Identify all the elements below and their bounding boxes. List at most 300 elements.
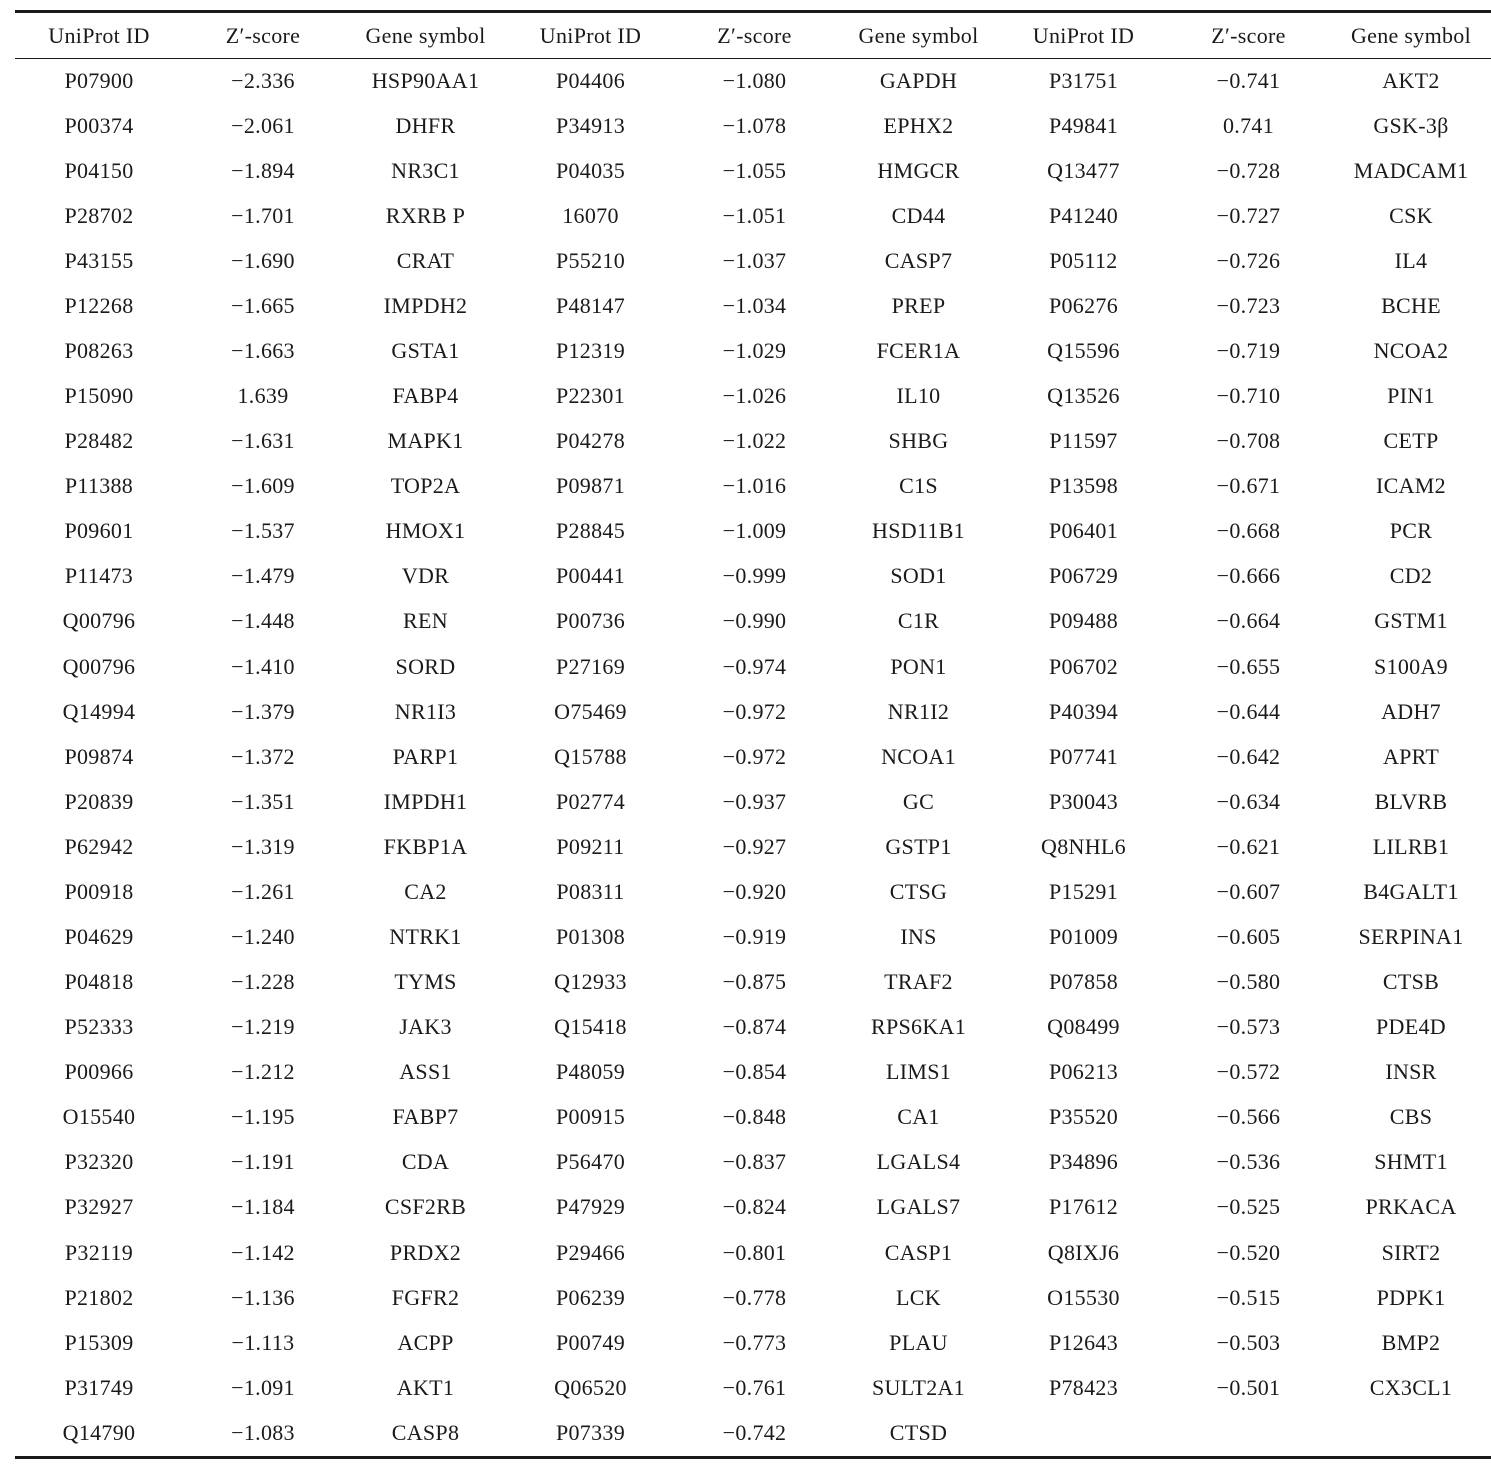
uniprot-id-cell: P06213 [1048,1059,1119,1085]
uniprot-id-cell: Q8IXJ6 [1047,1239,1120,1265]
z-score-cell: −0.520 [1216,1239,1281,1265]
z-score-cell: −1.212 [231,1059,295,1085]
z-score-cell: −0.536 [1216,1149,1281,1175]
gene-symbol-cell: GSTA1 [391,338,460,363]
table-row [15,734,1491,779]
table-row [15,509,1491,554]
gene-symbol-cell: CASP7 [884,247,953,273]
z-score-cell: −0.974 [722,653,787,679]
table-header-row [15,13,1491,58]
z-score-cell: −0.778 [722,1284,787,1310]
uniprot-id-cell: P02774 [555,788,626,814]
gene-symbol-cell: CETP [1383,428,1439,454]
table-row [15,779,1491,824]
gene-symbol-cell: SHBG [888,428,949,454]
z-score-cell: −0.919 [722,924,787,950]
z-score-cell: −0.726 [1216,247,1281,273]
gene-symbol-cell: AKT1 [396,1374,455,1400]
z-score-cell: −0.605 [1216,924,1281,950]
gene-symbol-cell: FKBP1A [383,833,468,859]
z-score-cell: −0.503 [1216,1329,1281,1355]
uniprot-id-cell: P00441 [555,563,626,589]
uniprot-id-cell: P30043 [1048,788,1119,814]
uniprot-id-cell: P32320 [64,1149,134,1175]
table-row [15,1050,1491,1095]
z-score-cell: −0.666 [1216,563,1281,589]
z-score-cell: −0.848 [722,1104,787,1130]
z-score-cell: −0.621 [1216,833,1281,859]
uniprot-id-cell: P12268 [64,292,134,318]
z-score-cell: −0.644 [1216,698,1281,724]
z-score-cell: −0.990 [722,608,787,634]
uniprot-id-cell: P78423 [1048,1374,1119,1400]
uniprot-id-cell: O15540 [62,1104,136,1130]
gene-symbol-cell: CDA [401,1149,450,1175]
z-score-cell: −0.566 [1216,1104,1281,1130]
gene-symbol-cell: LILRB1 [1372,833,1450,859]
gene-symbol-cell: PARP1 [392,743,459,769]
z-score-cell: −0.723 [1216,292,1281,318]
z-score-cell: −0.937 [722,788,787,814]
z-score-cell: −0.727 [1216,202,1281,228]
uniprot-id-cell: P07900 [64,67,134,93]
uniprot-id-cell: P32119 [64,1239,134,1265]
z-score-cell: −1.479 [231,563,295,589]
gene-symbol-cell: HMOX1 [385,518,466,544]
gene-symbol-cell: ASS1 [399,1059,452,1085]
z-score-cell: −0.741 [1216,67,1281,93]
table-row [15,914,1491,959]
z-score-cell: −1.113 [231,1329,295,1355]
z-score-cell: −1.609 [231,473,295,499]
gene-symbol-cell: CTSD [889,1419,948,1445]
z-score-cell: −1.078 [722,112,787,138]
uniprot-id-cell: P48147 [555,292,626,318]
z-score-cell: −0.668 [1216,518,1281,544]
z-score-cell: −0.920 [722,878,787,904]
uniprot-id-header: UniProt ID [1032,22,1135,48]
z-score-cell: −1.080 [722,67,787,93]
gene-symbol-cell: SULT2A1 [872,1374,965,1400]
gene-symbol-cell: HSD11B1 [872,518,965,544]
z-score-cell: −0.801 [722,1239,787,1265]
gene-symbol-cell: CSF2RB [384,1194,467,1220]
z-score-cell: −1.690 [231,247,295,273]
z-score-cell: 1.639 [237,383,289,409]
uniprot-id-cell: Q12933 [554,969,627,995]
table-row [15,193,1491,238]
z-score-cell: −2.061 [231,112,295,138]
uniprot-id-cell: P15291 [1048,878,1119,904]
z-score-cell: −0.927 [722,833,787,859]
z-score-cell: −0.773 [722,1329,787,1355]
uniprot-id-cell: P28482 [64,428,134,454]
uniprot-id-cell: P41240 [1048,202,1119,228]
uniprot-id-cell: P48059 [555,1059,626,1085]
table-row [15,1230,1491,1275]
uniprot-id-cell: P00749 [555,1329,626,1355]
gene-symbol-cell: LCK [896,1284,941,1310]
gene-symbol-cell: NTRK1 [389,924,462,950]
z-score-cell: −0.580 [1216,969,1281,995]
gene-symbol-cell: B4GALT1 [1363,878,1459,904]
gene-symbol-cell: SOD1 [890,563,947,589]
z-score-cell: −1.136 [231,1284,295,1310]
uniprot-id-header: UniProt ID [539,22,642,48]
gene-symbol-cell: NCOA2 [1373,338,1449,363]
gene-symbol-cell: DHFR [395,112,456,138]
z-score-cell: −0.642 [1216,743,1281,769]
z-score-cell: −1.195 [231,1104,295,1130]
z-score-cell: −1.537 [231,518,295,544]
gene-symbol-cell: PON1 [890,653,947,679]
z-score-cell: −1.351 [231,788,295,814]
gene-symbol-cell: PDPK1 [1376,1284,1446,1310]
gene-symbol-cell: GSK-3β [1373,112,1449,138]
gene-symbol-cell: PRKACA [1365,1194,1457,1220]
uniprot-id-cell: P12319 [555,338,626,363]
gene-symbol-cell: NR1I3 [394,698,457,724]
z-score-cell: −1.379 [231,698,295,724]
gene-symbol-cell: RPS6KA1 [870,1014,967,1040]
uniprot-id-header: UniProt ID [48,22,150,48]
z-score-cell: −0.501 [1216,1374,1281,1400]
uniprot-id-cell: Q13477 [1047,157,1120,183]
gene-symbol-cell: CASP8 [391,1419,460,1445]
uniprot-id-cell: P11388 [64,473,134,499]
uniprot-id-cell: P17612 [1048,1194,1119,1220]
z-score-cell: −1.240 [231,924,295,950]
table-row [15,644,1491,689]
z-score-cell: 0.741 [1223,112,1274,138]
table-body [15,58,1491,1455]
uniprot-id-cell: Q00796 [62,608,136,634]
z-score-cell: −1.009 [722,518,787,544]
gene-symbol-cell: SHMT1 [1374,1149,1448,1175]
uniprot-id-cell: P07741 [1048,743,1119,769]
uniprot-id-cell: P01009 [1048,924,1119,950]
uniprot-id-cell: P08311 [556,878,625,904]
uniprot-id-cell: Q15788 [554,743,627,769]
uniprot-id-cell: P21802 [64,1284,134,1310]
gene-symbol-cell: FCER1A [876,338,961,363]
uniprot-id-cell: P11473 [64,563,134,589]
table-row [15,1320,1491,1365]
gene-symbol-cell: EPHX2 [883,112,954,138]
gene-symbol-cell [1331,1410,1491,1455]
z-score-cell: −1.037 [722,247,787,273]
uniprot-id-cell: P12643 [1048,1329,1119,1355]
z-score-cell: −0.854 [722,1059,787,1085]
table-row [15,554,1491,599]
gene-symbol-cell: JAK3 [399,1014,452,1040]
uniprot-id-cell: P09871 [555,473,626,499]
gene-symbol-cell: ACPP [397,1329,454,1355]
z-score-cell: −0.972 [722,698,787,724]
z-score-cell: −0.999 [722,563,787,589]
gene-symbol-cell: CD2 [1389,563,1433,589]
gene-symbol-cell: FABP4 [392,383,459,409]
gene-symbol-cell: CTSB [1382,969,1440,995]
uniprot-id-cell: P00374 [64,112,134,138]
gene-symbol-cell: SORD [395,653,456,679]
gene-symbol-cell: C1S [899,473,938,499]
gene-symbol-cell: MAPK1 [387,428,464,454]
z-score-cell: −0.728 [1216,157,1281,183]
uniprot-id-cell: P09601 [64,518,134,544]
z-score-cell: −1.184 [231,1194,295,1220]
uniprot-id-cell: P49841 [1048,112,1119,138]
gene-symbol-cell: HSP90AA1 [371,67,480,93]
gene-symbol-cell: GAPDH [879,67,958,93]
uniprot-id-cell: P00966 [64,1059,134,1085]
gene-symbol-cell: BCHE [1381,292,1441,318]
gene-symbol-cell: PLAU [889,1329,948,1355]
z-score-cell: −1.142 [231,1239,295,1265]
gene-symbol-cell: BLVRB [1374,788,1448,814]
uniprot-id-cell: P27169 [555,653,626,679]
z-score-cell: −1.055 [722,157,787,183]
table-row [15,869,1491,914]
uniprot-id-cell: 16070 [562,202,619,228]
z-score-cell: −1.022 [722,428,787,454]
table-row [15,1410,1491,1455]
table-row [15,58,1491,103]
uniprot-id-cell: P11597 [1049,428,1118,454]
gene-symbol-cell: NR1I2 [887,698,950,724]
table-row [15,238,1491,283]
uniprot-id-cell: Q00796 [62,653,136,679]
z-score-header: Z′-score [1211,22,1286,48]
table-row [15,283,1491,328]
gene-symbol-header: Gene symbol [1350,22,1471,48]
z-score-header: Z′-score [225,22,301,48]
gene-symbol-cell: HMGCR [877,157,960,183]
uniprot-id-cell: P40394 [1048,698,1119,724]
uniprot-id-cell: P15309 [64,1329,134,1355]
table-row [15,1095,1491,1140]
z-score-cell: −1.016 [722,473,787,499]
gene-symbol-cell: APRT [1382,743,1440,769]
uniprot-id-cell: P35520 [1048,1104,1119,1130]
z-score-cell: −0.719 [1216,338,1281,363]
z-score-cell: −1.701 [231,202,295,228]
uniprot-id-cell: P52333 [64,1014,134,1040]
table-bottom-rule [15,1456,1491,1459]
uniprot-id-cell: P06702 [1048,653,1119,679]
gene-symbol-cell: PCR [1389,518,1433,544]
target-score-table [15,13,1491,1455]
table-row [15,1365,1491,1410]
uniprot-id-cell: P06729 [1048,563,1119,589]
uniprot-id-cell: P09488 [1048,608,1119,634]
uniprot-id-cell: Q06520 [554,1374,627,1400]
z-score-cell: −1.631 [231,428,295,454]
z-score-cell: −1.219 [231,1014,295,1040]
gene-symbol-cell: TOP2A [390,473,461,499]
uniprot-id-cell: P32927 [64,1194,134,1220]
uniprot-id-cell: P31749 [64,1374,134,1400]
z-score-cell: −0.710 [1216,383,1281,409]
uniprot-id-cell: P09874 [64,743,134,769]
uniprot-id-cell: P06276 [1048,292,1119,318]
gene-symbol-cell: LIMS1 [885,1059,952,1085]
uniprot-id-cell: P01308 [555,924,626,950]
gene-symbol-cell: MADCAM1 [1353,157,1469,183]
table-row [15,599,1491,644]
uniprot-id-cell: Q15418 [554,1014,627,1040]
z-score-cell: −0.837 [722,1149,787,1175]
table-row [15,328,1491,373]
z-score-cell: −0.655 [1216,653,1281,679]
z-score-cell: −2.336 [231,67,295,93]
uniprot-id-cell: P31751 [1048,67,1119,93]
z-score-cell: −0.664 [1216,608,1281,634]
uniprot-id-cell: P43155 [64,247,134,273]
z-score-cell: −1.051 [722,202,787,228]
uniprot-id-cell: P06239 [555,1284,626,1310]
uniprot-id-cell: P00918 [64,878,134,904]
gene-symbol-cell: CD44 [891,202,946,228]
uniprot-id-cell: P28702 [64,202,134,228]
uniprot-id-cell: P00915 [555,1104,626,1130]
gene-symbol-cell: INS [900,924,937,950]
gene-symbol-cell: IMPDH1 [383,788,468,814]
table-row [15,1185,1491,1230]
gene-symbol-cell: LGALS4 [876,1149,961,1175]
z-score-cell: −1.191 [231,1149,295,1175]
uniprot-id-cell: P20839 [64,788,134,814]
uniprot-id-cell: Q15596 [1047,338,1120,363]
table-row [15,824,1491,869]
z-score-cell: −1.083 [231,1419,295,1445]
uniprot-id-cell: P22301 [555,383,626,409]
uniprot-id-cell: Q14994 [62,698,136,724]
uniprot-id-cell: P08263 [64,338,134,363]
uniprot-id-cell: P04629 [64,924,134,950]
gene-symbol-cell: IMPDH2 [383,292,468,318]
uniprot-id-cell: P04150 [64,157,134,183]
uniprot-id-cell: P55210 [555,247,626,273]
uniprot-id-cell: Q14790 [62,1419,136,1445]
gene-symbol-cell: CA2 [404,878,447,904]
gene-symbol-cell: TRAF2 [884,969,953,995]
uniprot-id-cell: P04406 [555,67,626,93]
z-score-cell: −1.034 [722,292,787,318]
gene-symbol-header: Gene symbol [365,22,486,48]
z-score-cell: −0.572 [1216,1059,1281,1085]
z-score-cell: −1.319 [231,833,295,859]
uniprot-id-cell: P13598 [1048,473,1119,499]
gene-symbol-cell: PRDX2 [389,1239,462,1265]
table-row [15,1275,1491,1320]
uniprot-id-cell: P15090 [64,383,134,409]
table-row [15,1005,1491,1050]
uniprot-id-cell: P00736 [555,608,626,634]
gene-symbol-cell: SIRT2 [1381,1239,1441,1265]
uniprot-id-cell: P28845 [555,518,626,544]
z-score-cell [1166,1410,1331,1455]
gene-symbol-cell: FGFR2 [391,1284,460,1310]
z-score-cell: −0.515 [1216,1284,1281,1310]
gene-symbol-header: Gene symbol [858,22,979,48]
z-score-cell: −0.573 [1216,1014,1281,1040]
gene-symbol-cell: CX3CL1 [1369,1374,1453,1400]
uniprot-id-cell: O15530 [1047,1284,1120,1310]
uniprot-id-cell: P47929 [555,1194,626,1220]
z-score-cell: −0.525 [1216,1194,1281,1220]
z-score-cell: −0.972 [722,743,787,769]
gene-symbol-cell: CBS [1389,1104,1433,1130]
table-row [15,148,1491,193]
z-score-cell: −1.665 [231,292,295,318]
z-score-cell: −1.026 [722,383,787,409]
gene-symbol-cell: IL4 [1394,247,1428,273]
gene-symbol-cell: PREP [891,292,946,318]
uniprot-id-cell: P07858 [1048,969,1119,995]
z-score-cell: −0.824 [722,1194,787,1220]
z-score-cell: −0.671 [1216,473,1281,499]
z-score-cell: −1.448 [231,608,295,634]
table-row [15,960,1491,1005]
table-row [15,103,1491,148]
gene-symbol-cell: NR3C1 [391,157,460,183]
z-score-cell: −1.029 [722,338,787,363]
uniprot-id-cell: P07339 [555,1419,626,1445]
table-row [15,374,1491,419]
z-score-cell: −1.228 [231,969,295,995]
uniprot-id-cell: P04035 [555,157,626,183]
uniprot-id-cell [1001,1410,1166,1455]
uniprot-id-cell: P04818 [64,969,134,995]
uniprot-id-cell: P34896 [1048,1149,1119,1175]
gene-symbol-cell: TYMS [394,969,457,995]
gene-symbol-cell: NCOA1 [881,743,956,769]
z-score-cell: −0.742 [722,1419,787,1445]
gene-symbol-cell: VDR [401,563,450,589]
z-score-cell: −0.874 [722,1014,787,1040]
gene-symbol-cell: REN [403,608,448,634]
z-score-cell: −1.894 [231,157,295,183]
uniprot-id-cell: O75469 [554,698,627,724]
z-score-cell: −0.634 [1216,788,1281,814]
uniprot-id-cell: Q8NHL6 [1041,833,1126,859]
gene-symbol-cell: GSTP1 [885,833,952,859]
gene-symbol-cell: CASP1 [884,1239,953,1265]
z-score-cell: −1.410 [231,653,295,679]
gene-symbol-cell: ADH7 [1381,698,1441,724]
z-score-cell: −1.091 [231,1374,295,1400]
uniprot-id-cell: P06401 [1048,518,1119,544]
gene-symbol-cell: GSTM1 [1374,608,1448,634]
gene-symbol-cell: SERPINA1 [1358,924,1464,950]
z-score-cell: −0.761 [722,1374,787,1400]
gene-symbol-cell: GC [902,788,935,814]
uniprot-id-cell: P05112 [1049,247,1118,273]
gene-symbol-cell: BMP2 [1381,1329,1441,1355]
gene-symbol-cell: PDE4D [1376,1014,1446,1040]
z-score-cell: −1.663 [231,338,295,363]
uniprot-id-cell: P34913 [555,112,626,138]
z-score-cell: −1.372 [231,743,295,769]
gene-symbol-cell: LGALS7 [876,1194,961,1220]
gene-symbol-cell: CTSG [889,878,948,904]
uniprot-id-cell: P09211 [556,833,625,859]
z-score-cell: −1.261 [231,878,295,904]
z-score-cell: −0.607 [1216,878,1281,904]
gene-symbol-cell: C1R [897,608,940,634]
gene-symbol-cell: IL10 [896,383,941,409]
